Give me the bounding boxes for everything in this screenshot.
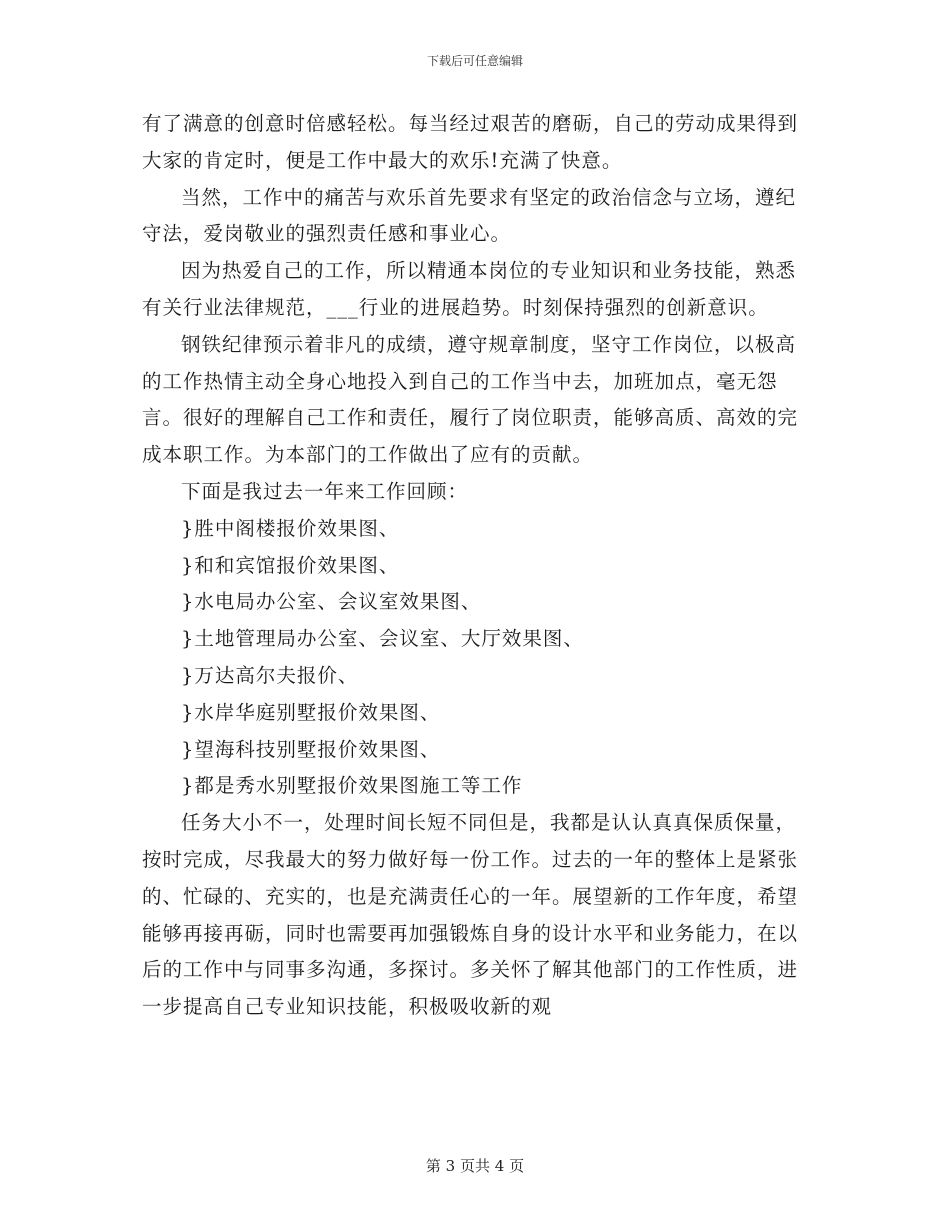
list-item: }望海科技别墅报价效果图、: [181, 737, 441, 761]
paragraph: 下面是我过去一年来工作回顾：: [181, 479, 469, 503]
list-item: }和和宾馆报价效果图、: [181, 553, 400, 577]
paragraph: 任务大小不一，处理时间长短不同但是，我都是认认真真保质保量，按时完成，尽我最大的努力做好每一份工作。过去的一年的整体上是紧张的、忙碌的、充实的，也是充满责任心的一年。展望新的工作年度，希望能够再接再砺，同时也需要再加强锻炼自身的设计水平和业务能力，在以后的工作中与同事多沟通，多探讨。多关怀了解其他部门的工作性质，进一步提高自己专业知识技能，积极吸收新的观: [142, 811, 799, 1019]
list-item: }万达高尔夫报价、: [181, 663, 359, 687]
document-body: [142, 106, 810, 1026]
list-item: }胜中阁楼报价效果图、: [181, 516, 400, 540]
list-item: }都是秀水别墅报价效果图施工等工作: [181, 774, 523, 798]
paragraph: 当然，工作中的痛苦与欢乐首先要求有坚定的政治信念与立场，遵纪守法，爱岗敬业的强烈责任感和事业心。: [142, 185, 797, 246]
paragraph: 钢铁纪律预示着非凡的成绩，遵守规章制度，坚守工作岗位，以极高的工作热情主动全身心地投入到自己的工作当中去，加班加点，毫无怨言。很好的理解自己工作和责任，履行了岗位职责，能够高质、高效的完成本职工作。为本部门的工作做出了应有的贡献。: [142, 332, 799, 467]
paragraph: 因为热爱自己的工作，所以精通本岗位的专业知识和业务技能，熟悉有关行业法律规范，___行业的进展趋势。时刻保持强烈的创新意识。: [142, 259, 797, 319]
list-item: }水电局办公室、会议室效果图、: [181, 590, 482, 614]
list-item: }土地管理局办公室、会议室、大厅效果图、: [181, 627, 584, 651]
list-item: }水岸华庭别墅报价效果图、: [181, 700, 441, 724]
paragraph: 有了满意的创意时倍感轻松。每当经过艰苦的磨砺，自己的劳动成果得到大家的肯定时，便是工作中最大的欢乐!充满了快意。: [142, 112, 799, 172]
page-footer: 第 3 页共 4 页: [425, 1157, 525, 1175]
page-header: 下载后可任意编辑: [426, 54, 523, 68]
